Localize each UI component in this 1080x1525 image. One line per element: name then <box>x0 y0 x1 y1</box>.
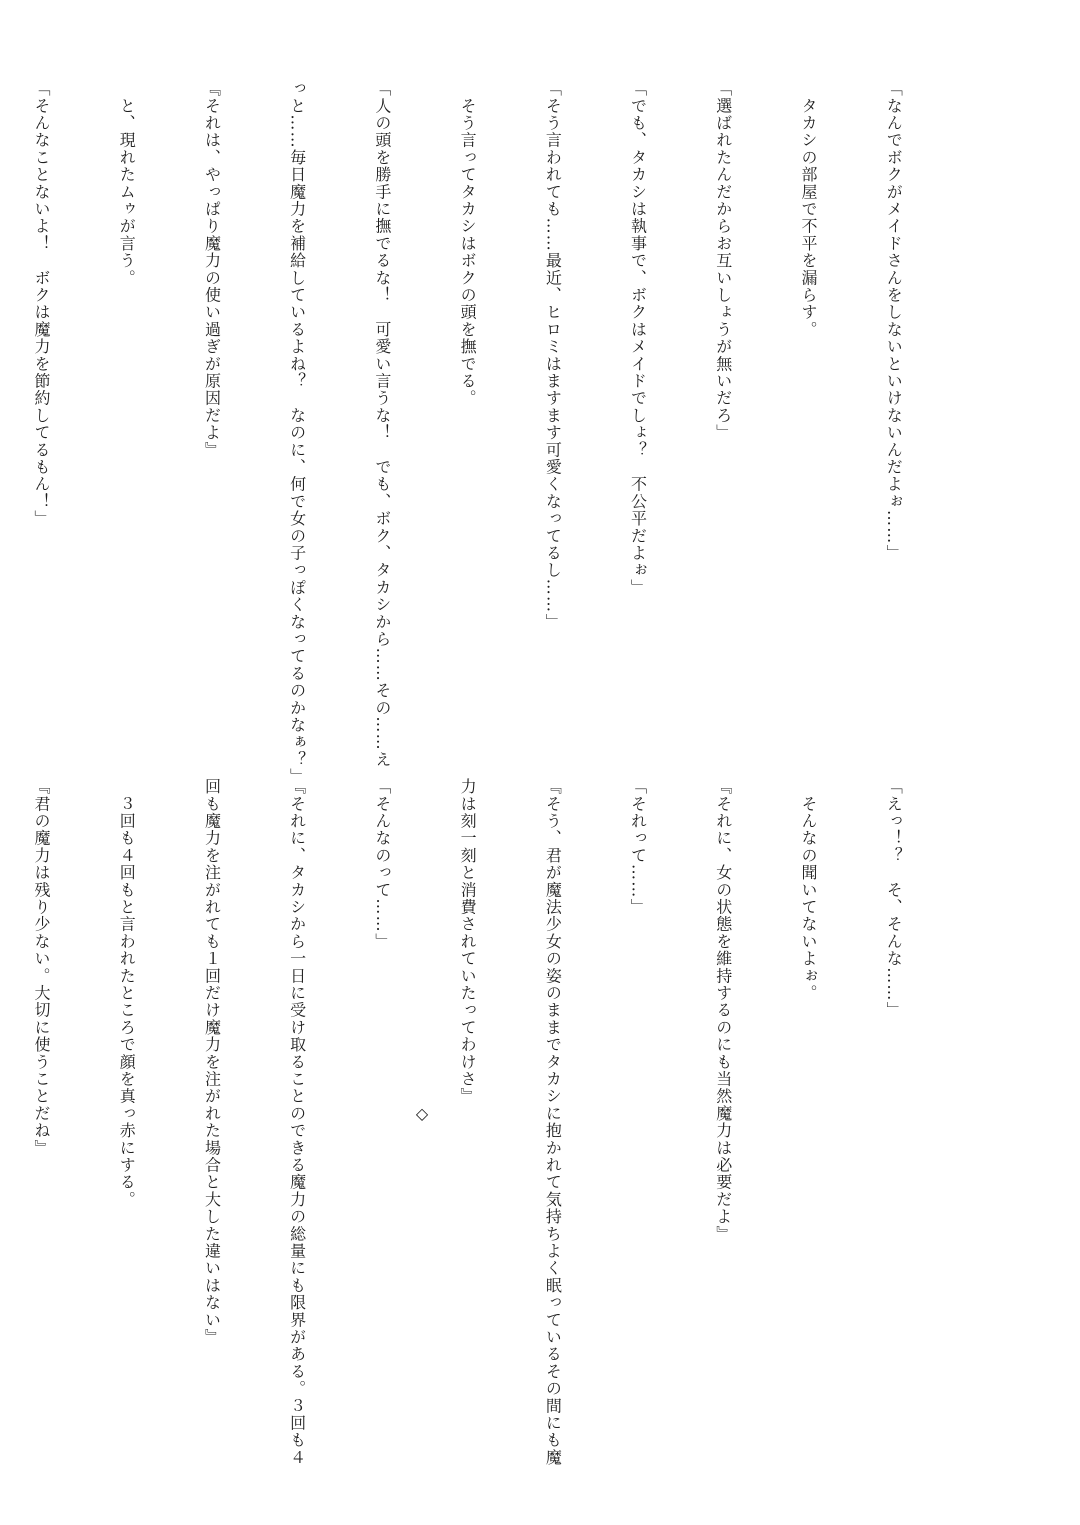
text-line: そんなの聞いてないよぉ。 <box>798 778 818 1002</box>
text-line: 力は刻一刻と消費されていたってわけさ』 <box>458 778 478 1105</box>
text-line: 『それに、女の状態を維持するのにも当然魔力は必要だよ』 <box>713 778 733 1243</box>
text-line: と、現れたムゥが言う。 <box>117 80 137 287</box>
text-line: 「選ばれたんだからお互いしょうが無いだろ」 <box>713 80 733 442</box>
text-line: 「えっ！？ そ、そんな……」 <box>884 778 904 1019</box>
scene-break-diamond: ◇ <box>415 1104 429 1123</box>
text-line: 「なんでボクがメイドさんをしないといけないんだよぉ……」 <box>884 80 904 562</box>
text-line: っと……毎日魔力を補給しているよね？ なのに、何で女の子っぽくなってるのかなぁ？」 <box>287 80 307 786</box>
text-line: 『それは、やっぱり魔力の使い過ぎが原因だよ』 <box>202 80 222 459</box>
text-line: タカシの部屋で不平を漏らす。 <box>798 80 818 338</box>
upper-text-column <box>0 80 964 786</box>
lower-text-column <box>0 778 964 1466</box>
text-line: そう言ってタカシはボクの頭を撫でる。 <box>458 80 478 407</box>
text-line: 回も魔力を注がれても１回だけ魔力を注がれた場合と大した違いはない』 <box>202 778 222 1346</box>
text-line: 「人の頭を勝手に撫でるな！ 可愛い言うな！ でも、ボク、タカシから……その……え <box>372 80 392 768</box>
text-line: 「それって……」 <box>628 778 648 916</box>
text-line: ３回も４回もと言われたところで顔を真っ赤にする。 <box>117 778 137 1208</box>
text-line: 「そう言われても……最近、ヒロミはますます可愛くなってるし……」 <box>543 80 563 631</box>
text-line: 『そう、君が魔法少女の姿のままでタカシに抱かれて気持ちよく眠っているその間にも魔 <box>543 778 563 1466</box>
text-line: 『君の魔力は残り少ない。大切に使うことだね』 <box>32 778 51 1157</box>
text-line: 「そんなことないよ！ ボクは魔力を節約してるもん！」 <box>32 80 51 528</box>
text-line: 「でも、タカシは執事で、ボクはメイドでしょ？ 不公平だよぉ」 <box>628 80 648 596</box>
text-line: 「そんなのって……」 <box>372 778 392 950</box>
text-line: 『それに、タカシから一日に受け取ることのできる魔力の総量にも限界がある。３回も４ <box>287 778 307 1466</box>
